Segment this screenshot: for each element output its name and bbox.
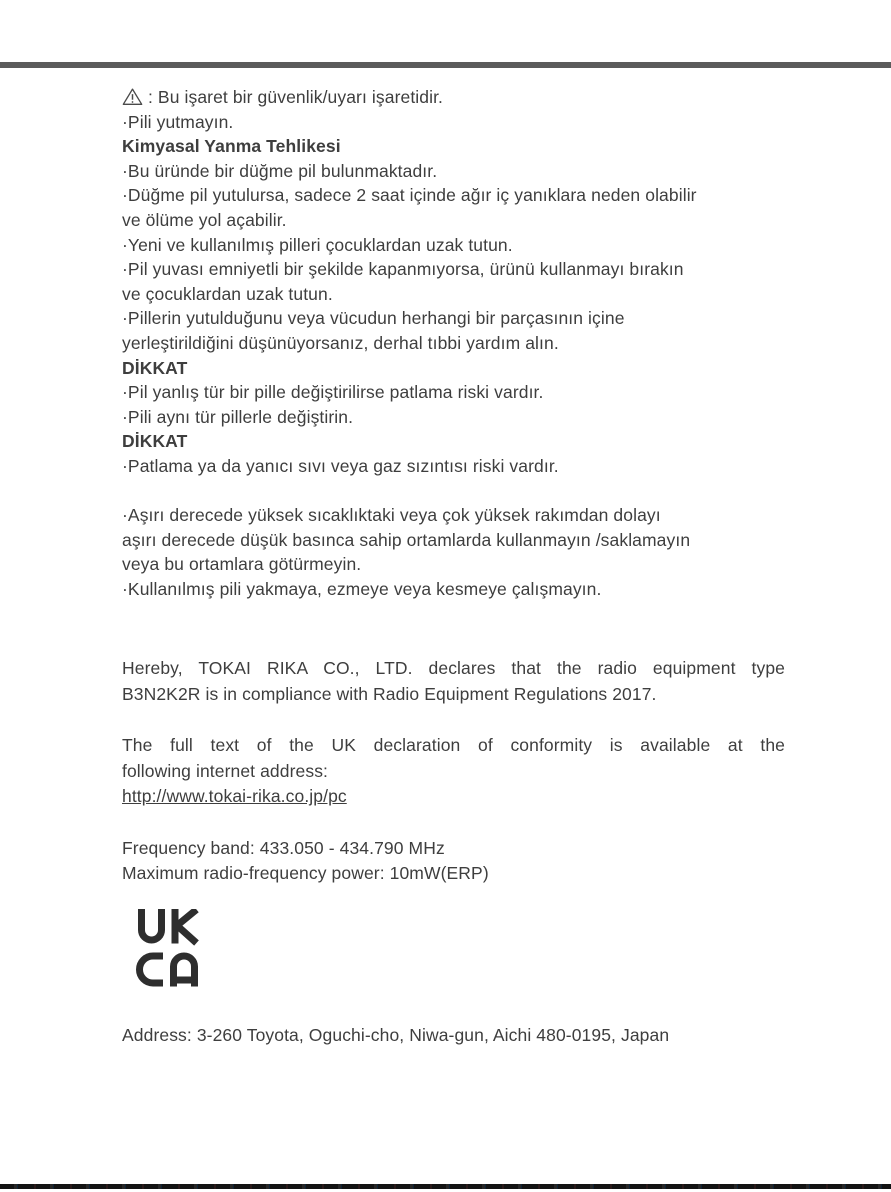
text-line	[122, 233, 785, 258]
line-text: B3N2K2R is in compliance with Radio Equipment Regulations 2017.	[122, 684, 657, 705]
line-text: DİKKAT	[122, 357, 188, 378]
line-text: ·Pil yanlış tür bir pille değiştirilirse patlama riski vardır.	[122, 382, 544, 403]
text-line	[122, 784, 785, 810]
text-line	[122, 110, 785, 135]
line-text: yerleştirildiğini düşünüyorsanız, derhal tıbbi yardım alın.	[122, 332, 559, 353]
text-line	[122, 183, 785, 208]
text-line	[122, 552, 785, 577]
text-line	[122, 454, 785, 479]
ukca-letter-a	[174, 956, 195, 987]
text-line	[122, 356, 785, 381]
text-line	[122, 85, 785, 110]
ukca-letter-k	[175, 909, 197, 944]
text-line	[122, 656, 785, 682]
text-line	[122, 836, 785, 862]
address-line: Address: 3-260 Toyota, Oguchi-cho, Niwa-gun, Aichi 480-0195, Japan	[122, 1024, 670, 1045]
line-text: Frequency band: 433.050 - 434.790 MHz	[122, 837, 445, 858]
text-line	[122, 429, 785, 454]
blank-line	[122, 708, 785, 734]
line-text: ve çocuklardan uzak tutun.	[122, 283, 333, 304]
line-text: ·Yeni ve kullanılmış pilleri çocuklardan uzak tutun.	[122, 234, 513, 255]
text-line	[122, 306, 785, 331]
line-text: ·Aşırı derecede yüksek sıcaklıktaki veya çok yüksek rakımdan dolayı	[122, 505, 661, 526]
uk-declaration-block	[122, 656, 785, 886]
battery-safety-warning-block	[122, 85, 785, 601]
line-text: ·Bu üründe bir düğme pil bulunmaktadır.	[122, 160, 438, 181]
text-line	[122, 380, 785, 405]
text-line	[122, 331, 785, 356]
line-text: Maximum radio-frequency power: 10mW(ERP)	[122, 863, 489, 884]
line-text: ·Pili yutmayın.	[122, 111, 234, 132]
ukca-letter-c	[140, 956, 164, 983]
top-divider	[0, 62, 891, 68]
text-line	[122, 282, 785, 307]
text-line	[122, 682, 785, 708]
bottom-scan-edge	[0, 1184, 891, 1189]
line-text: ·Patlama ya da yanıcı sıvı veya gaz sızıntısı riski vardır.	[122, 455, 559, 476]
page-content	[122, 85, 785, 1048]
text-line	[122, 577, 785, 602]
blank-line	[122, 810, 785, 836]
ukca-mark-logo	[136, 909, 200, 987]
text-line	[122, 861, 785, 887]
line-text: ·Pillerin yutulduğunu veya vücudun herhangi bir parçasının içine	[122, 308, 625, 329]
text-line	[122, 759, 785, 785]
line-text: : Bu işaret bir güvenlik/uyarı işaretidir.	[148, 87, 444, 107]
text-line	[122, 159, 785, 184]
text-line	[122, 528, 785, 553]
line-text: Kimyasal Yanma Tehlikesi	[122, 136, 341, 157]
blank-line	[122, 479, 785, 504]
line-text: ·Düğme pil yutulursa, sadece 2 saat içinde ağır iç yanıklara neden olabilir	[122, 185, 697, 206]
conformity-url-link[interactable]: http://www.tokai-rika.co.jp/pc	[122, 786, 347, 807]
line-text: ·Pil yuvası emniyetli bir şekilde kapanmıyorsa, ürünü kullanmayı bırakın	[122, 259, 684, 280]
ukca-letter-u	[142, 909, 162, 940]
text-line	[122, 405, 785, 430]
line-text: DİKKAT	[122, 431, 188, 452]
line-text: Hereby, TOKAI RIKA CO., LTD. declares that the radio equipment type	[122, 658, 785, 679]
line-text: ·Pili aynı tür pillerle değiştirin.	[122, 406, 354, 427]
text-line	[122, 257, 785, 282]
text-line	[122, 503, 785, 528]
line-text: aşırı derecede düşük basınca sahip ortamlarda kullanmayın /saklamayın	[122, 529, 691, 550]
warning-triangle-icon	[122, 87, 143, 106]
line-text: following internet address:	[122, 760, 329, 781]
line-text: ve ölüme yol açabilir.	[122, 209, 287, 230]
text-line	[122, 733, 785, 759]
line-text: The full text of the UK declaration of conformity is available at the	[122, 735, 785, 756]
text-line	[122, 134, 785, 159]
line-text: veya bu ortamlara götürmeyin.	[122, 554, 362, 575]
text-line	[122, 208, 785, 233]
line-text: ·Kullanılmış pili yakmaya, ezmeye veya kesmeye çalışmayın.	[122, 578, 602, 599]
